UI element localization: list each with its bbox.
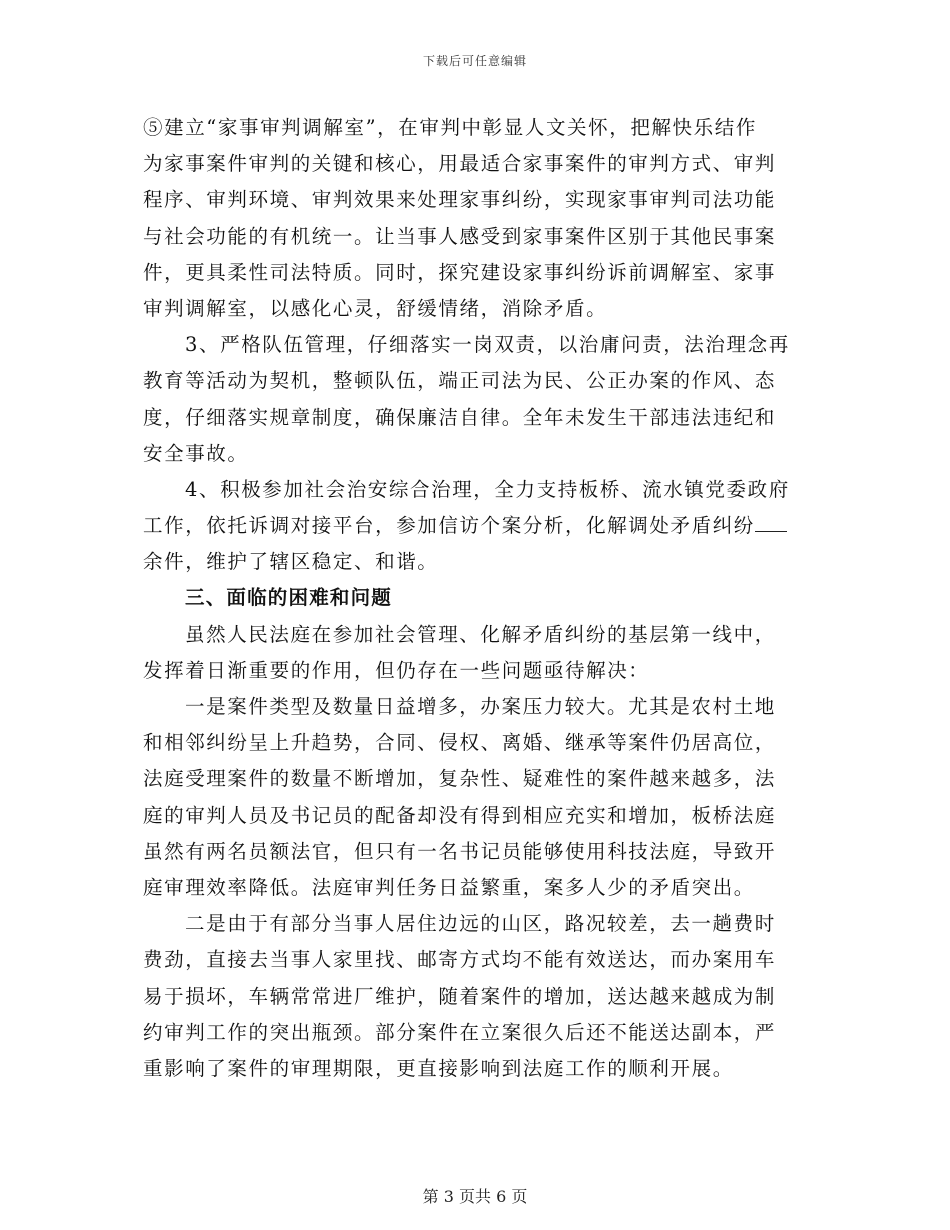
paragraph-line: 安全事故。 [143, 441, 249, 465]
paragraph-line: 约审判工作的突出瓶颈。部分案件在立案很久后还不能送达副本，严 [143, 1020, 777, 1044]
paragraph-line: 程序、审判环境、审判效果来处理家事纠纷，实现家事审判司法功能 [143, 188, 777, 212]
paragraph-line: 法庭受理案件的数量不断增加，复杂性、疑难性的案件越来越多，法 [143, 767, 777, 791]
paragraph-line: 度，仔细落实规章制度，确保廉洁自律。全年未发生干部违法违纪和 [143, 405, 777, 429]
paragraph-line: ⑤建立“家事审判调解室”，在审判中彰显人文关怀，把解快乐结作 [143, 116, 757, 139]
paragraph-line: 二是由于有部分当事人居住边远的山区，路况较差，去一趟费时 [185, 912, 776, 936]
paragraph-line: 和相邻纠纷呈上升趋势，合同、侵权、离婚、继承等案件仍居高位， [143, 731, 777, 755]
paragraph-line: 3、严格队伍管理，仔细落实一岗双责，以治庸问责，法治理念再 [185, 333, 790, 357]
paragraph-line: 余件，维护了辖区稳定、和谐。 [143, 550, 439, 574]
section-heading: 三、面临的困难和问题 [185, 586, 393, 610]
page-footer: 第 3 页共 6 页 [422, 1187, 528, 1206]
paragraph-line: 重影响了案件的审理期限，更直接影响到法庭工作的顺利开展。 [143, 1056, 734, 1080]
paragraph-line [143, 508, 803, 544]
paragraph-line: 与社会功能的有机统一。让当事人感受到家事案件区别于其他民事案 [143, 224, 777, 248]
paragraph-text: 工作，依托诉调对接平台，参加信访个案分析，化解调处矛盾纠纷 [143, 514, 755, 538]
paragraph-line: 审判调解室，以感化心灵，舒缓情绪，消除矛盾。 [143, 296, 608, 320]
paragraph-line: 发挥着日渐重要的作用，但仍存在一些问题亟待解决： [143, 658, 650, 682]
paragraph-line: 教育等活动为契机，整顿队伍，端正司法为民、公正办案的作风、态 [143, 369, 777, 393]
paragraph-line: 易于损坏，车辆常常进厂维护，随着案件的增加，送达越来越成为制 [143, 984, 777, 1008]
paragraph-line: 为家事案件审判的关键和核心，用最适合家事案件的审判方式、审判 [143, 152, 777, 176]
paragraph-line: 4、积极参加社会治安综合治理，全力支持板桥、流水镇党委政府 [185, 477, 790, 501]
fill-in-blank [755, 509, 787, 532]
paragraph-line: 一是案件类型及数量日益增多，办案压力较大。尤其是农村土地 [185, 695, 776, 718]
paragraph-line: 费劲，直接去当事人家里找、邮寄方式均不能有效送达，而办案用车 [143, 948, 777, 972]
paragraph-line: 庭的审判人员及书记员的配备却没有得到相应充实和增加，板桥法庭 [143, 803, 777, 827]
document-body [143, 110, 803, 1087]
paragraph-line: 件，更具柔性司法特质。同时，探究建设家事纠纷诉前调解室、家事 [143, 260, 777, 284]
paragraph-line: 虽然人民法庭在参加社会管理、化解矛盾纠纷的基层第一线中， [185, 622, 776, 646]
paragraph-line: 庭审理效率降低。法庭审判任务日益繁重，案多人少的矛盾突出。 [143, 875, 755, 899]
paragraph-line: 虽然有两名员额法官，但只有一名书记员能够使用科技法庭，导致开 [143, 839, 777, 863]
page-header: 下载后可任意编辑 [422, 54, 527, 68]
